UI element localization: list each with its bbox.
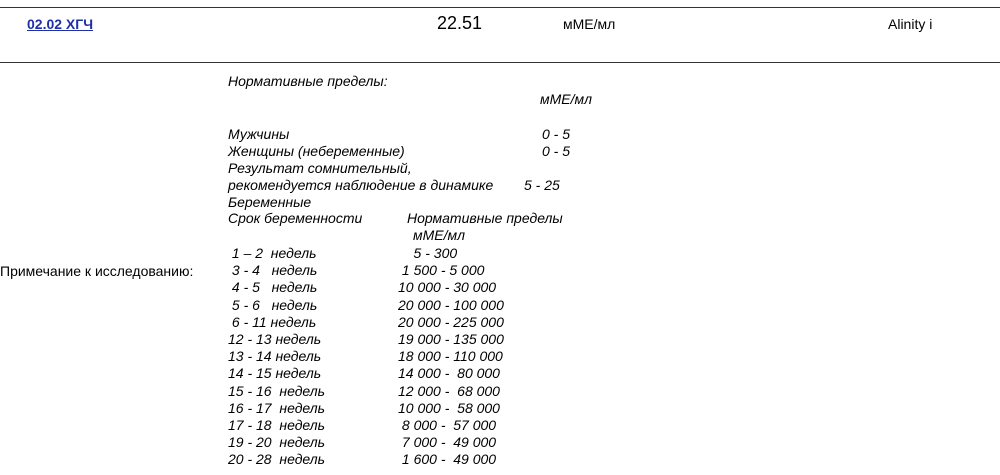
reference-title: Нормативные пределы: [228, 73, 388, 89]
pregnancy-row-range: 14 000 - 80 000 [398, 365, 500, 382]
reference-row-label: Беременные [228, 194, 312, 210]
reference-row-range: 0 - 5 [542, 143, 571, 159]
pregnancy-row-weeks: 6 - 11 недель [228, 313, 317, 330]
pregnancy-row-weeks: 19 - 20 недель [228, 434, 326, 451]
reference-row-label: рекомендуется наблюдение в динамике [228, 177, 494, 193]
pregnancy-row-weeks: 5 - 6 недель [228, 296, 318, 313]
pregnancy-row-weeks: 15 - 16 недель [228, 382, 326, 399]
header-bottom-divider [0, 62, 1000, 63]
reference-row-label: Мужчины [228, 126, 290, 142]
pregnancy-row-range: 12 000 - 68 000 [398, 382, 500, 399]
pregnancy-row-range: 1 500 - 5 000 [398, 262, 485, 279]
result-unit: мМЕ/мл [563, 16, 616, 32]
test-code-link[interactable]: 02.02 ХГЧ [27, 16, 94, 32]
pregnancy-row-range: 20 000 - 100 000 [398, 296, 504, 313]
pregnancy-row-weeks: 14 - 15 недель [228, 365, 322, 382]
note-label: Примечание к исследованию: [0, 263, 194, 279]
reference-unit-header: мМЕ/мл [540, 91, 592, 107]
pregnancy-row-weeks: 4 - 5 недель [228, 279, 318, 296]
pregnancy-row-range: 1 600 - 49 000 [398, 451, 497, 468]
analyzer-name: Alinity i [888, 16, 933, 32]
pregnancy-row-weeks: 20 - 28 недель [228, 451, 326, 468]
reference-row-range: 5 - 25 [524, 177, 560, 193]
pregnancy-term-header: Срок беременности [228, 210, 363, 226]
pregnancy-row-range: 19 000 - 135 000 [398, 331, 504, 347]
pregnancy-row-range: 10 000 - 30 000 [398, 279, 497, 296]
pregnancy-limits-header: Нормативные пределы [407, 210, 563, 226]
pregnancy-row-weeks: 12 - 13 недель [228, 331, 322, 347]
pregnancy-row-range: 10 000 - 58 000 [398, 399, 500, 416]
pregnancy-row-weeks: 1 – 2 недель [228, 245, 317, 261]
pregnancy-row-weeks: 16 - 17 недель [228, 399, 326, 416]
reference-row-label: Женщины (небеременные) [228, 143, 405, 159]
pregnancy-row-range: 20 000 - 225 000 [398, 313, 504, 330]
top-divider [0, 7, 1000, 8]
pregnancy-row-weeks: 3 - 4 недель [228, 262, 318, 279]
pregnancy-row-weeks: 17 - 18 недель [228, 417, 326, 433]
pregnancy-row-weeks: 13 - 14 недель [228, 348, 322, 365]
pregnancy-row-range: 7 000 - 49 000 [398, 434, 497, 451]
reference-row-label: Результат сомнительный, [228, 160, 412, 176]
result-value: 22.51 [437, 13, 483, 33]
pregnancy-row-range: 8 000 - 57 000 [398, 417, 497, 433]
pregnancy-row-range: 5 - 300 [398, 245, 458, 261]
pregnancy-unit-header: мМЕ/мл [413, 227, 465, 243]
pregnancy-row-range: 18 000 - 110 000 [398, 348, 503, 365]
reference-row-range: 0 - 5 [542, 126, 571, 142]
